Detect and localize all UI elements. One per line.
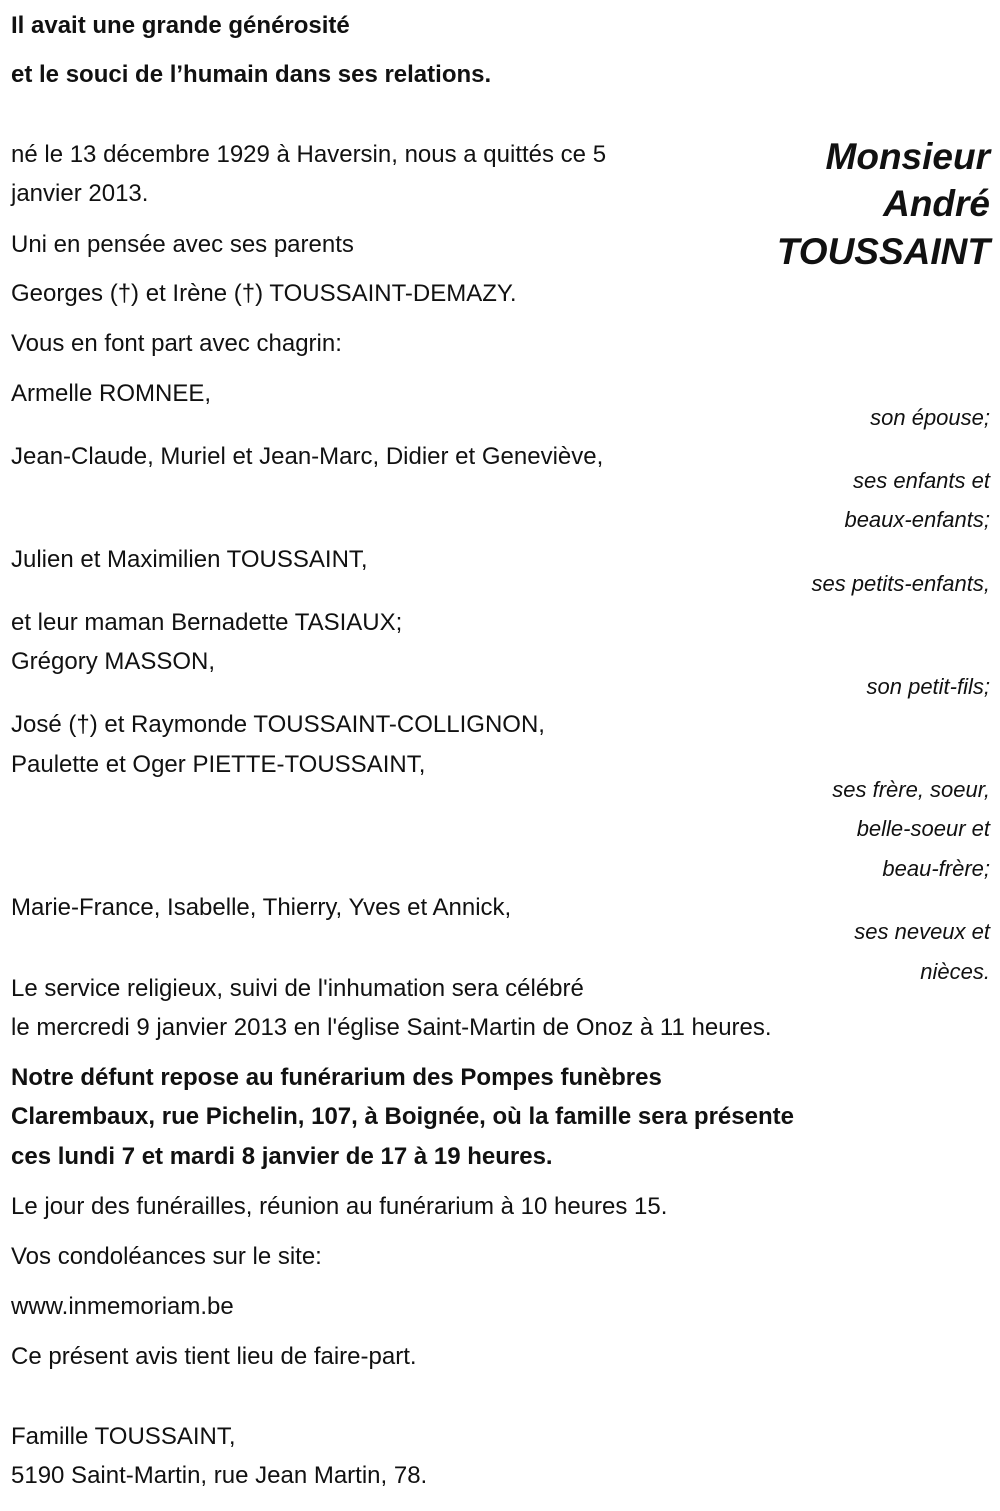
family-names: Jean-Claude, Muriel et Jean-Marc, Didier et Geneviève,: [11, 443, 604, 470]
family-relation: ses neveux et: [854, 919, 990, 944]
deceased-first-name: André: [883, 183, 990, 224]
family-relation: son petit-fils;: [866, 674, 990, 699]
intro-line: Uni en pensée avec ses parents: [11, 231, 354, 258]
family-relation: son épouse;: [870, 405, 990, 430]
funerarium-line: Clarembaux, rue Pichelin, 107, à Boignée, où la famille sera présente: [11, 1103, 794, 1130]
family-names: José (†) et Raymonde TOUSSAINT-COLLIGNON,: [11, 711, 545, 738]
signature-line: Famille TOUSSAINT,: [11, 1423, 236, 1450]
intro-line: janvier 2013.: [11, 180, 149, 207]
quote-line: et le souci de l’humain dans ses relations.: [11, 61, 492, 88]
funerarium-line: ces lundi 7 et mardi 8 janvier de 17 à 19 heures.: [11, 1143, 553, 1170]
intro-line: Vous en font part avec chagrin:: [11, 330, 342, 357]
deceased-last-name: TOUSSAINT: [776, 231, 990, 272]
family-relation: ses frère, soeur,: [832, 777, 990, 802]
family-names: Armelle ROMNEE,: [11, 380, 212, 407]
intro-line: Georges (†) et Irène (†) TOUSSAINT-DEMAZY.: [11, 280, 517, 307]
family-relation: beau-frère;: [882, 856, 990, 881]
family-relation: nièces.: [920, 959, 990, 984]
service-line: le mercredi 9 janvier 2013 en l'église Saint-Martin de Onoz à 11 heures.: [11, 1014, 772, 1041]
deceased-title: Monsieur: [825, 136, 990, 177]
family-relation: ses petits-enfants,: [811, 571, 990, 596]
intro-line: né le 13 décembre 1929 à Haversin, nous a quittés ce 5: [11, 141, 607, 168]
closing-line: Le jour des funérailles, réunion au funérarium à 10 heures 15.: [11, 1193, 668, 1220]
closing-line: Ce présent avis tient lieu de faire-part.: [11, 1343, 417, 1370]
funerarium-line: Notre défunt repose au funérarium des Pompes funèbres: [11, 1064, 662, 1091]
family-names: Marie-France, Isabelle, Thierry, Yves et Annick,: [11, 894, 512, 921]
service-line: Le service religieux, suivi de l'inhumation sera célébré: [11, 975, 584, 1002]
website-link[interactable]: www.inmemoriam.be: [11, 1293, 234, 1320]
closing-line: Vos condoléances sur le site:: [11, 1243, 322, 1270]
family-names: et leur maman Bernadette TASIAUX;: [11, 609, 403, 636]
family-relation: ses enfants et: [853, 468, 990, 493]
family-relation: beaux-enfants;: [844, 507, 990, 532]
signature-line: 5190 Saint-Martin, rue Jean Martin, 78.: [11, 1462, 428, 1489]
family-names: Grégory MASSON,: [11, 648, 216, 675]
family-names: Julien et Maximilien TOUSSAINT,: [11, 546, 368, 573]
quote-line: Il avait une grande générosité: [11, 12, 350, 39]
family-names: Paulette et Oger PIETTE-TOUSSAINT,: [11, 751, 426, 778]
family-relation: belle-soeur et: [856, 816, 990, 841]
